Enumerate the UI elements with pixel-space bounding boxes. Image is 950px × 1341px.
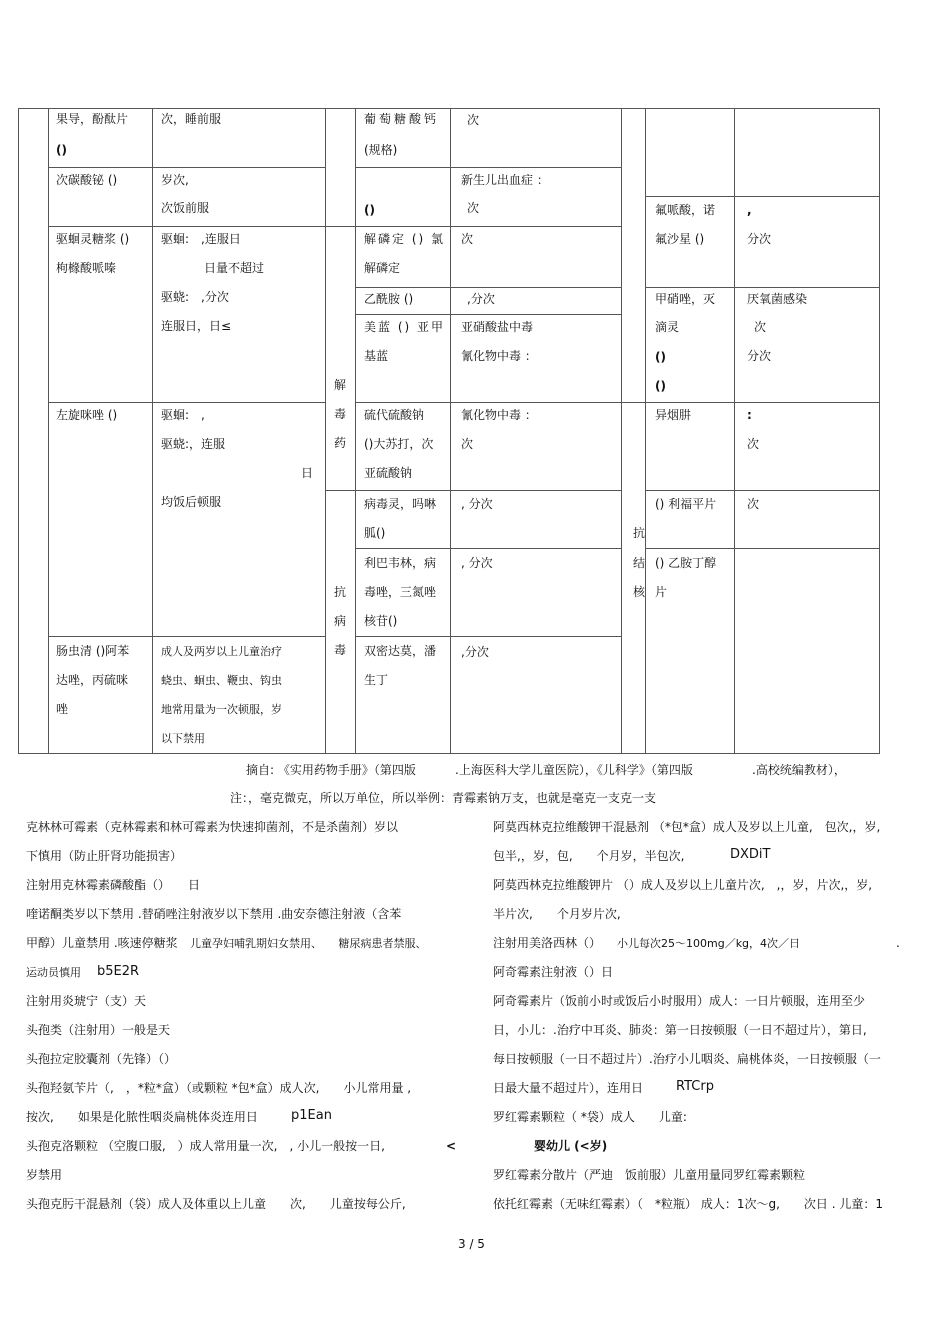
category-label-detox: 解 [334, 378, 347, 392]
text-line: 日，小儿：.治疗中耳炎、肺炎：第一日按顿服（一日不超过片），第日, [493, 1023, 867, 1037]
drug-dosage: 驱蛲:，连服 [161, 437, 226, 451]
drug-name: 果导，酚酞片 [56, 112, 129, 126]
drug-name: 硫代硫酸钠 [364, 408, 425, 422]
text-line: 小儿每次25～100mg／kg，4次／日 [617, 937, 801, 950]
category-label-tb: 结 [633, 556, 646, 570]
drug-name: 解磷定 [364, 261, 401, 275]
text-line: 包半,，岁，包, 个月岁，半包次, [493, 849, 685, 863]
text-line: 阿奇霉素片（饭前小时或饭后小时服用）成人：一日片顿服，连用至少 [493, 994, 866, 1008]
drug-name: 解磷定 () 氯 [364, 232, 445, 246]
drug-name: 毒唑，三氮唑 [364, 585, 437, 599]
text-line: 按次, 如果是化脓性咽炎扁桃体炎连用日 [26, 1110, 258, 1124]
text-line: 头孢类（注射用）一般是天 [26, 1023, 171, 1037]
drug-name: 枸橼酸哌嗪 [56, 261, 117, 275]
drug-dosage: , 分次 [461, 497, 493, 511]
text-line: < [446, 1139, 457, 1153]
drug-name: 唑 [56, 702, 69, 716]
drug-dosage: 次 [747, 437, 760, 451]
drug-dosage: 次 [747, 497, 760, 511]
drug-dosage: 次，睡前服 [161, 112, 222, 126]
drug-dosage: 亚硝酸盐中毒 [461, 320, 534, 334]
text-line: 喹诺酮类岁以下禁用 .替硝唑注射液岁以下禁用 .曲安奈德注射液（含苯 [26, 907, 402, 921]
text-line: 注射用炎琥宁（支）天 [26, 994, 147, 1008]
drug-dosage: 分次 [747, 349, 772, 363]
drug-dosage: 岁次, [161, 173, 189, 187]
drug-dosage: : [747, 408, 752, 422]
text-line: 儿童孕妇哺乳期妇女禁用、 糖尿病患者禁服、 [190, 937, 427, 950]
drug-name: ()大苏打，次 [364, 437, 434, 451]
drug-dosage: 氰化物中毒 ： [461, 408, 537, 422]
text-line: 注射用美洛西林（） [493, 936, 602, 950]
drug-dosage: , 分次 [461, 556, 493, 570]
text-line: 阿莫西林克拉维酸钾片 （）成人及岁以上儿童片次, ,，岁，片次,，岁, [493, 878, 873, 892]
drug-name: 滴灵 [655, 320, 680, 334]
text-line: 日最大量不超过片），连用日 [493, 1081, 644, 1095]
text-line: 头孢羟氨苄片（, ，*粒*盒）（或颗粒 *包*盒）成人次, 小儿常用量 , [26, 1081, 412, 1095]
text-line: 下慎用（防止肝肾功能损害） [26, 849, 183, 863]
drug-dosage: 次 [461, 437, 474, 451]
drug-name: 亚硫酸钠 [364, 466, 413, 480]
text-line: 克林林可霉素（克林霉素和林可霉素为快速抑菌剂，不是杀菌剂）岁以 [26, 820, 399, 834]
drug-name: () [655, 350, 666, 364]
drug-name: 氟哌酸，诺 [655, 203, 716, 217]
text-line: 岁禁用 [26, 1168, 63, 1182]
drug-name: 病毒灵，吗啉 [364, 497, 437, 511]
drug-name: 左旋咪唑 () [56, 408, 118, 422]
drug-name: () [364, 203, 375, 217]
drug-dosage: 厌氧菌感染 [747, 292, 808, 306]
drug-dosage: 新生儿出血症 ： [461, 173, 549, 187]
drug-dosage: 驱蛔: ,连服日 [161, 232, 241, 246]
drug-name: 基蓝 [364, 349, 389, 363]
text-line: 运动员慎用 [26, 966, 81, 979]
text-line: 婴幼儿 (<岁) [534, 1139, 608, 1153]
drug-dosage: 日量不超过 [204, 261, 265, 275]
text-line: 头孢克肟干混悬剂（袋）成人及体重以上儿童 次, 儿童按每公斤, [26, 1197, 406, 1211]
text-line: RTCrp [676, 1079, 714, 1094]
drug-name: 生丁 [364, 673, 389, 687]
drug-dosage: 次 [754, 320, 767, 334]
drug-name: 胍() [364, 526, 386, 540]
drug-dosage: , [747, 203, 752, 217]
drug-name: () [655, 379, 666, 393]
drug-dosage: 次 [467, 113, 480, 127]
drug-name: 葡萄糖酸钙 [364, 112, 440, 126]
unit-note: 注：，毫克微克，所以万单位，所以举例：青霉素钠万支，也就是毫克一支克一支 [230, 791, 657, 805]
drug-name: 达唑，丙硫咪 [56, 673, 129, 687]
text-line: 阿奇霉素注射液（）日 [493, 965, 614, 979]
text-line: b5E2R [97, 964, 140, 979]
drug-dosage: 次 [467, 201, 480, 215]
text-line: p1Ean [291, 1108, 332, 1123]
drug-dosage: ,分次 [467, 292, 495, 306]
drug-name: 乙酰胺 () [364, 292, 414, 306]
category-label-antiviral: 抗 [334, 585, 347, 599]
text-line: 依托红霉素（无味红霉素）（ *粒瓶） 成人：1次～g, 次日 . 儿童：1 [493, 1197, 883, 1211]
drug-name: 片 [655, 585, 668, 599]
drug-dosage: 成人及两岁以上儿童治疗 [161, 645, 282, 658]
drug-dosage: 驱蛔: , [161, 408, 205, 422]
source-note-part: .上海医科大学儿童医院），《儿科学》（第四版 [455, 763, 693, 777]
drug-name: 利巴韦林，病 [364, 556, 437, 570]
text-line: DXDiT [730, 847, 771, 862]
source-note-part: .高校统编教材）， [752, 763, 846, 777]
text-line: 半片次, 个月岁片次, [493, 907, 621, 921]
category-label-antiviral: 病 [334, 614, 347, 628]
drug-dosage: 地常用量为一次顿服，岁 [161, 703, 282, 716]
drug-name: 氟沙星 () [655, 232, 705, 246]
drug-dosage: 氰化物中毒 ： [461, 349, 537, 363]
drug-name: 异烟肼 [655, 408, 692, 422]
drug-name: () 乙胺丁醇 [655, 556, 717, 570]
category-label-tb: 核 [633, 585, 646, 599]
drug-name: 肠虫清 ()阿苯 [56, 644, 130, 658]
drug-name: () [56, 143, 67, 157]
text-line: 头孢拉定胶囊剂（先锋）（） [26, 1052, 177, 1066]
drug-dosage: ,分次 [461, 645, 489, 659]
drug-dosage: 驱蛲: ,分次 [161, 290, 229, 304]
drug-name: 次碳酸铋 () [56, 173, 118, 187]
drug-dosage: 分次 [747, 232, 772, 246]
drug-dosage: 均饭后顿服 [161, 495, 222, 509]
text-line: 注射用克林霉素磷酸酯（） 日 [26, 878, 201, 892]
category-label-antiviral: 毒 [334, 643, 347, 657]
drug-name: 双密达莫，潘 [364, 644, 437, 658]
drug-dosage: 以下禁用 [161, 732, 205, 745]
page-number: 3 / 5 [458, 1237, 485, 1251]
drug-name: 核苷() [364, 614, 398, 628]
category-label-tb: 抗 [633, 526, 646, 540]
drug-name: () 利福平片 [655, 497, 717, 511]
text-line: 罗红霉素分散片（严迪 饭前服）儿童用量同罗红霉素颗粒 [493, 1168, 806, 1182]
text-line: . [896, 936, 900, 950]
drug-dosage: 次饭前服 [161, 201, 210, 215]
text-line: 罗红霉素颗粒（ *袋）成人 儿童: [493, 1110, 687, 1124]
text-line: 阿莫西林克拉维酸钾干混悬剂 （*包*盒）成人及岁以上儿童, 包次,，岁, [493, 820, 881, 834]
drug-dosage: 次 [461, 232, 474, 246]
drug-dosage: 蛲虫、蛔虫、鞭虫、钩虫 [161, 674, 282, 687]
text-line: 头孢克洛颗粒 （空腹口服, ）成人常用量一次, , 小儿一般按一日, [26, 1139, 385, 1153]
drug-name: 美蓝 () 亚甲 [364, 320, 445, 334]
drug-name: 甲硝唑，灭 [655, 292, 716, 306]
text-line: 甲醇）儿童禁用 .咳速停糖浆 [26, 936, 178, 950]
drug-dosage: 连服日，日≤ [161, 319, 232, 333]
drug-name: (规格) [364, 143, 398, 157]
category-label-detox: 毒 [334, 407, 347, 421]
category-label-detox: 药 [334, 436, 347, 450]
source-note-part: 摘自: 《实用药物手册》（第四版 [246, 763, 416, 777]
text-line: 每日按顿服（一日不超过片）.治疗小儿咽炎、扁桃体炎，一日按顿服（一 [493, 1052, 881, 1066]
drug-name: 驱蛔灵糖浆 () [56, 232, 130, 246]
drug-dosage: 日 [301, 466, 314, 480]
